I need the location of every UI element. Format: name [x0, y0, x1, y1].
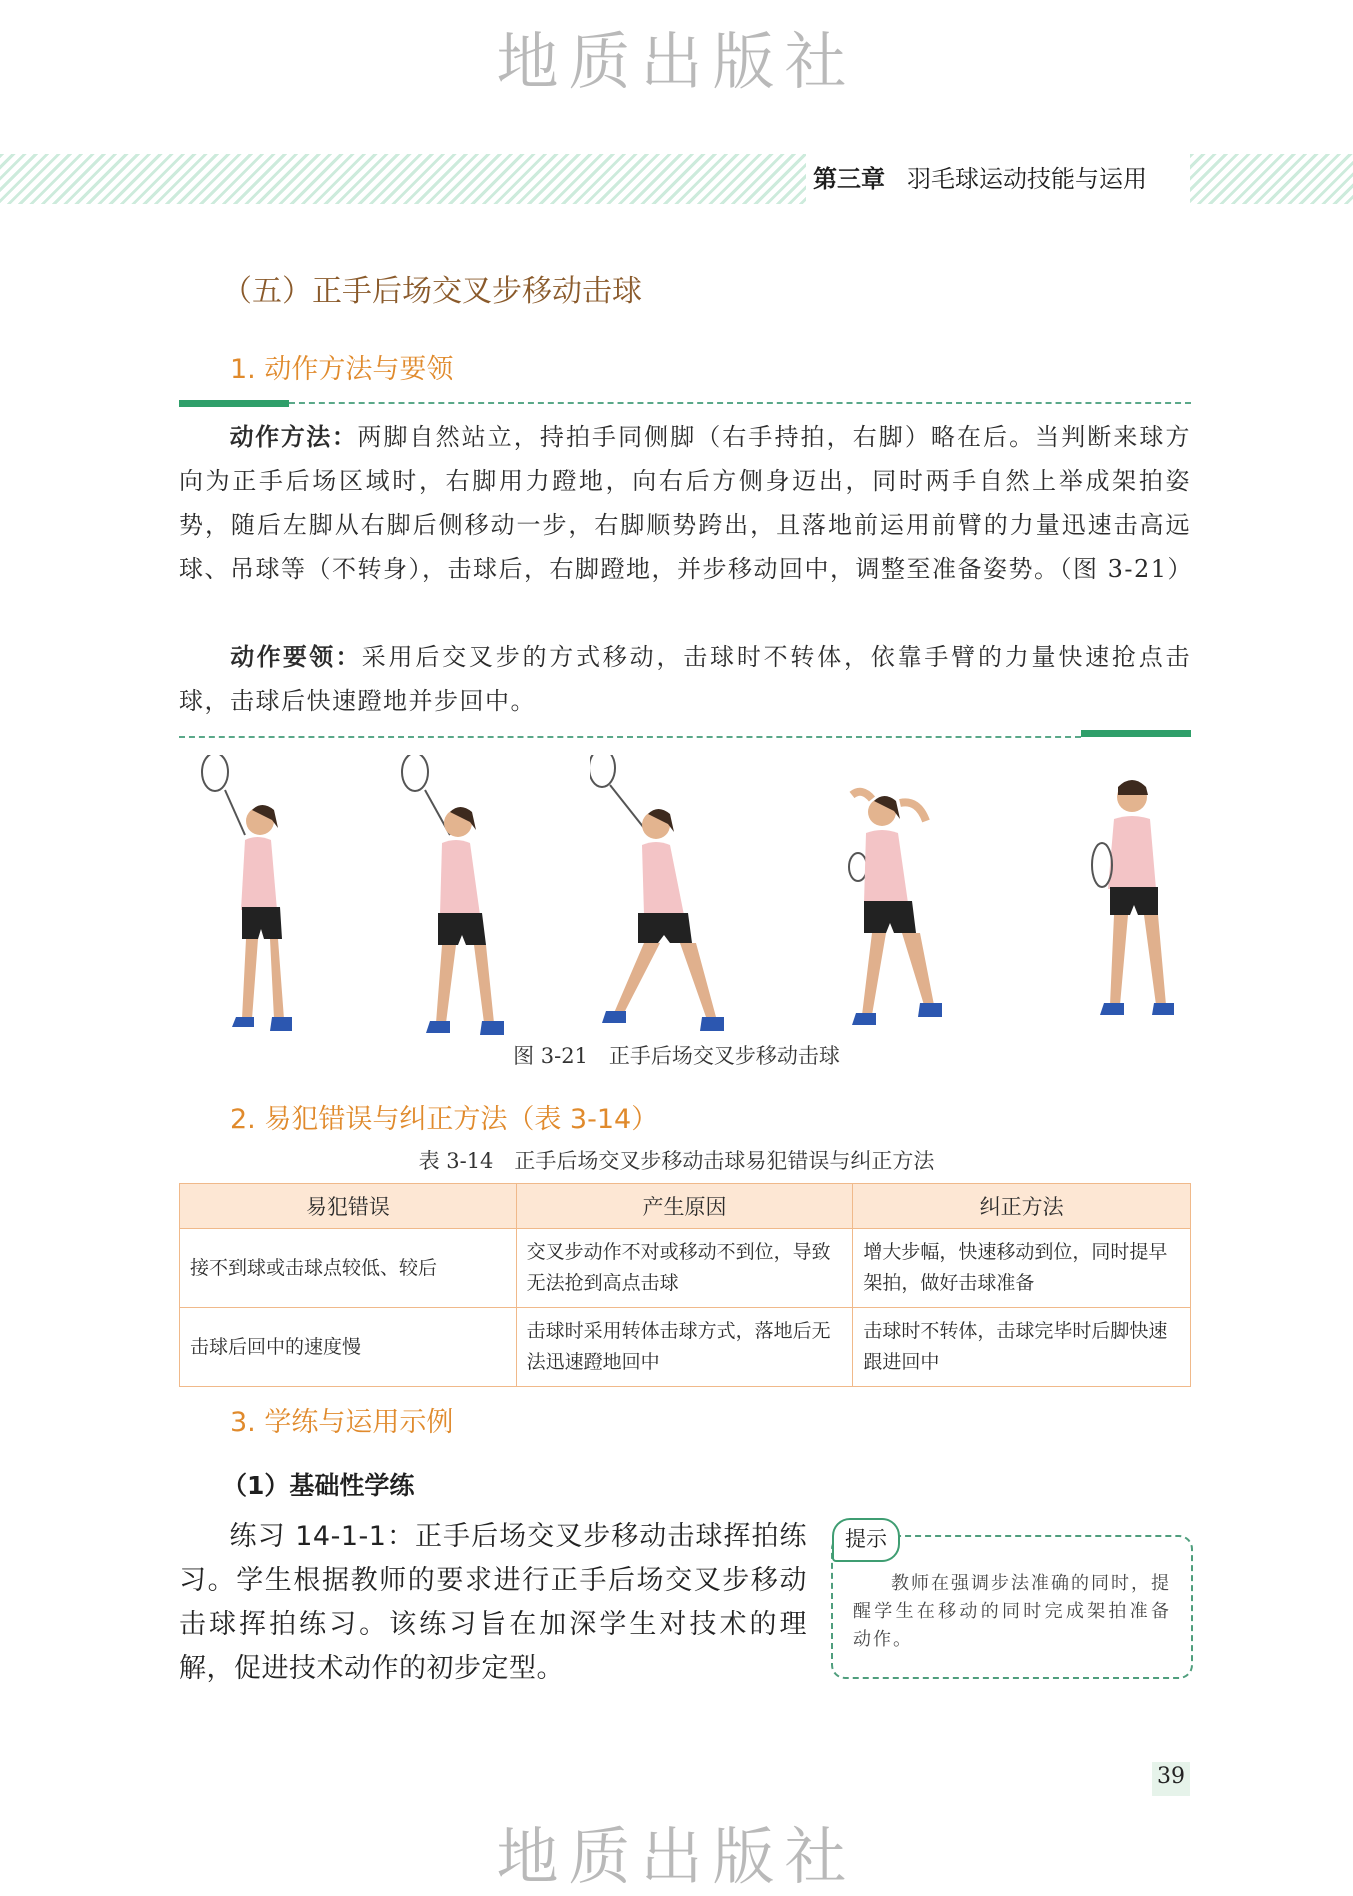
part2-title: 2. 易犯错误与纠正方法（表 3-14）	[230, 1104, 659, 1135]
table-cell: 击球时不转体，击球完毕时后脚快速跟进回中	[853, 1308, 1191, 1387]
errors-table	[179, 1183, 1191, 1387]
tip-body: 教师在强调步法准确的同时，提醒学生在移动的同时完成架拍准备动作。	[853, 1573, 1171, 1650]
table-cell: 增大步幅，快速移动到位，同时提早架拍，做好击球准备	[853, 1229, 1191, 1308]
table-row	[180, 1229, 1191, 1308]
part1-title: 1. 动作方法与要领	[230, 354, 454, 385]
figure-frame-recovery	[1050, 755, 1230, 1040]
tip-label: 提示	[832, 1518, 900, 1562]
exercise-text: 练习 14-1-1：正手后场交叉步移动击球挥拍练习。学生根据教师的要求进行正手后场交叉步移动击球挥拍练习。该练习旨在加深学生对技术的理解，促进技术动作的初步定型。	[179, 1521, 807, 1684]
header-cause: 产生原因	[516, 1184, 853, 1229]
key-label: 动作要领：	[229, 643, 362, 671]
table-caption: 表 3-14 正手后场交叉步移动击球易犯错误与纠正方法	[418, 1149, 935, 1173]
table-cell: 交叉步动作不对或移动不到位，导致无法抢到高点击球	[516, 1229, 853, 1308]
header-error: 易犯错误	[180, 1184, 517, 1229]
chapter-label: 第三章	[813, 165, 885, 193]
section-title: （五）正手后场交叉步移动击球	[222, 274, 642, 309]
method-label: 动作方法：	[229, 423, 358, 451]
header-correction: 纠正方法	[853, 1184, 1191, 1229]
method-text: 两脚自然站立，持拍手同侧脚（右手持拍，右脚）略在后。当判断来球方向为正手后场区域时，右脚用力蹬地，向右后方侧身迈出，同时两手自然上举成架拍姿势，随后左脚从右脚后侧移动一步，右脚顺势跨出，且落地前运用前臂的力量迅速击高远球、吊球等（不转身），击球后，右脚蹬地，并步移动回中，调整至准备姿势。（图 3-21）	[179, 423, 1194, 583]
table-cell: 击球时采用转体击球方式，落地后无法迅速蹬地回中	[516, 1308, 853, 1387]
part1-top-divider	[289, 402, 1191, 404]
header-hatch-right	[1190, 154, 1353, 204]
figure-frame-hitting	[822, 755, 1002, 1040]
header-hatch-left	[0, 154, 806, 204]
basic-practice-title: （1）基础性学练	[222, 1471, 415, 1500]
figure-caption: 图 3-21 正手后场交叉步移动击球	[513, 1044, 840, 1068]
table-cell: 接不到球或击球点较低、较后	[180, 1229, 517, 1308]
figure-frame-side-step	[390, 755, 570, 1040]
publisher-watermark-bottom: 地质出版社	[496, 1820, 857, 1893]
figure-frame-cross-step	[590, 755, 770, 1040]
method-paragraph	[179, 415, 1194, 591]
part1-bottom-accent-bar	[1081, 730, 1191, 737]
table-row	[180, 1308, 1191, 1387]
key-paragraph	[179, 635, 1191, 723]
figure-frame-ready-stance	[190, 755, 370, 1040]
chapter-title: 羽毛球运动技能与运用	[907, 165, 1147, 193]
part1-accent-bar	[179, 400, 289, 407]
publisher-watermark-top: 地质出版社	[496, 25, 857, 98]
part3-title: 3. 学练与运用示例	[230, 1407, 454, 1438]
exercise-paragraph	[179, 1515, 807, 1691]
page-number: 39	[1157, 1764, 1185, 1789]
table-cell: 击球后回中的速度慢	[180, 1308, 517, 1387]
tip-text	[853, 1570, 1171, 1654]
key-text: 采用后交叉步的方式移动，击球时不转体，依靠手臂的力量快速抢点击球，击球后快速蹬地并步回中。	[179, 643, 1191, 715]
chapter-header	[813, 154, 1193, 204]
table-header-row	[180, 1184, 1191, 1229]
part1-bottom-divider	[179, 736, 1081, 738]
